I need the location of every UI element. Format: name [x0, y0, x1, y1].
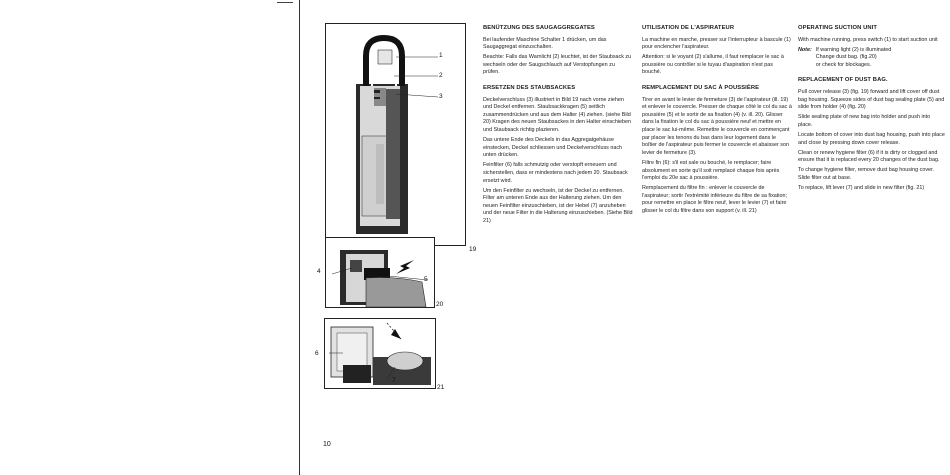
german-paragraph: Beachte: Falls das Warnlicht (2) leuchtet, ist der Staubsack zu wechseln oder der Saugschlauch auf Verstopfungen zu prüfen.: [483, 54, 632, 76]
note-line: or check for blockages.: [815, 61, 872, 68]
english-paragraph: Pull cover release (3) (fig. 19) forward and lift cover off dust bag housing. Squeeze sides of dust bag sealing plate (5) and slide from holder (4) (fig. 20): [798, 89, 945, 111]
english-paragraph: Slide sealing plate of new bag into holder and push into place.: [798, 114, 931, 128]
callout-7: 7: [392, 377, 396, 384]
note-line: If warning light (2) is illuminated: [815, 46, 892, 53]
french-heading-operating: UTILISATION DE L'ASPIRATEUR: [642, 25, 735, 31]
figure-19-number: 19: [469, 246, 477, 253]
english-paragraph: With machine running, press switch (1) to start suction unit: [798, 36, 938, 43]
english-heading-replacement: REPLACEMENT OF DUST BAG.: [798, 77, 888, 84]
english-paragraph: Clean or renew hygiene filter (6) if it is dirty or clogged and ensure that it is replaced every 20 changes of the dust bag.: [798, 149, 940, 164]
callout-3: 3: [439, 93, 443, 100]
page-binding-line: [299, 0, 300, 475]
german-paragraph: Bei laufender Maschine Schalter 1 drücken, um das Saugaggregat einzuschalten.: [483, 36, 607, 51]
page-number: 10: [323, 441, 331, 448]
french-heading-replacement: REMPLACEMENT DU SAC À POUSSIÈRE: [642, 85, 760, 92]
german-paragraph: Um den Feinfilter zu wechseln, ist der Deckel zu entfernen. Filter am unteren Ende aus der Halterung ziehen. Um den neuen Feinfilter einzuschieben, ist der Hebel (7) anzuheben und der neue Filter in die Halterung einzuschieben. (Siehe Bild 21): [483, 187, 633, 225]
figure-20: [325, 237, 435, 308]
german-column: [483, 25, 633, 228]
note-line: Change dust bag. (fig.20): [815, 54, 877, 61]
suction-unit-illustration: [326, 24, 465, 245]
french-paragraph: La machine en marche, presser sur l'interrupteur à bascule (1) pour enclencher l'aspirateur.: [642, 36, 791, 51]
english-paragraph: To replace, lift lever (7) and slide in new filter (fig. 21): [798, 185, 925, 192]
english-paragraph: Locate bottom of cover into dust bag housing, push into place and close by pressing down cover release.: [798, 132, 945, 146]
english-paragraph: To change hygiene filter, remove dust bag housing cover. Slide filter out at base.: [798, 167, 935, 181]
callout-5: 5: [424, 276, 428, 283]
german-heading-replacement: ERSETZEN DES STAUBSACKES: [483, 85, 576, 92]
hygiene-filter-illustration: [325, 319, 435, 388]
german-paragraph: Feinfilter (6) falls schmutzig oder verstopft erneuern und sicherstellen, dass er mindestens nach jedem 20. Staubsack ersetzt wird.: [483, 162, 628, 184]
german-paragraph: Deckelverschluss (3) illustriert in Bild 19 nach vorne ziehen und Deckel entfernen. Staubsackkragen (5) seitlich zusammendrücken und aus dem Halter (4) ziehen. (siehe Bild 20) Kragen des neuen Staubsackes in den Halter einschieben und Staubsack richtig plazieren.: [483, 96, 632, 134]
english-column: [798, 25, 946, 195]
french-paragraph: Attention: si le voyant (2) s'allume, il faut remplacer le sac à poussière ou contrôler si le tuyau d'aspiration n'est pas bouché.: [642, 54, 784, 76]
callout-2: 2: [439, 72, 443, 79]
french-paragraph: Filtre fin (6): s'il est sale ou bouché, le remplacer; faire absolument en sorte qu'il soit remplacé chaque fois après l'emploi du 20e sac à poussière.: [642, 159, 780, 182]
figure-21-number: 21: [437, 384, 445, 391]
callout-6: 6: [315, 350, 319, 357]
dust-bag-holder-illustration: [326, 238, 434, 307]
note-label: Note:: [798, 46, 812, 53]
french-paragraph: Remplacement du filtre fin : enlever le couvercle de l'aspirateur; sortir l'extrémité inférieure du filtre de sa fixation; pour remettre en place le filtre neuf, lever le levier (7) et faire glisser le col du filtre dans son support (v. ill. 21): [642, 185, 787, 214]
french-column: [642, 25, 792, 218]
corner-mark: [277, 2, 293, 3]
english-note: [798, 47, 946, 70]
german-heading-operating: BENÜTZUNG DES SAUGAGGREGATES: [483, 25, 595, 31]
figure-21: [324, 318, 436, 389]
callout-4: 4: [317, 268, 321, 275]
french-paragraph: Tirer en avant le levier de fermeture (3) de l'aspirateur (ill. 19) et enlever le couvercle. Presser de chaque côté le col du sac à poussière (5) et le sortir de sa fixation (4) (v. ill. 20). Glisser dans la fixation le col du sac à poussière neuf et mettre en place le sac lui-même. Remettre le couvercle en commençant par placer les tenons du bas dans leur logement dans le boîtier de l'aspirateur puis fermer le couvercle et abaisser son levier de fermeture (3).: [642, 96, 792, 156]
german-paragraph: Das untere Ende des Deckels in das Aggregatgehäuse einstecken, Deckel schliessen und Deckelverschluss nach unten drücken.: [483, 137, 623, 159]
figure-20-number: 20: [436, 301, 444, 308]
callout-1: 1: [439, 52, 443, 59]
english-heading-operating: OPERATING SUCTION UNIT: [798, 25, 878, 31]
figure-19: [325, 23, 466, 246]
